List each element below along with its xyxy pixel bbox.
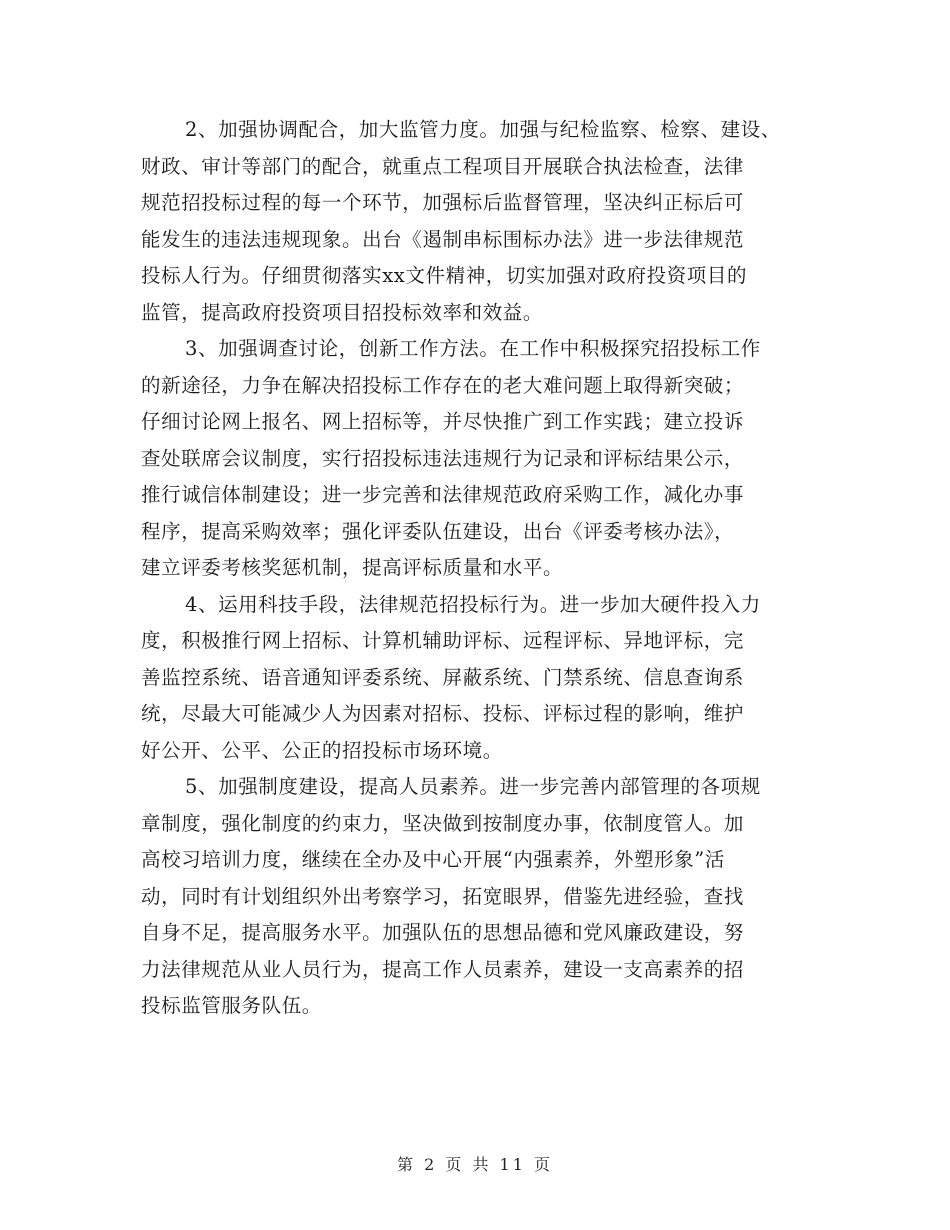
paragraph-line: 监管，提高政府投资项目招投标效率和效益。: [141, 300, 544, 324]
paragraph-line: 统，尽最大可能减少人为因素对招标、投标、评标过程的影响，维护: [141, 702, 745, 725]
paragraph-line: 善监控系统、语音通知评委系统、屏蔽系统、门禁系统、信息查询系: [141, 665, 745, 689]
paragraph-line: 章制度，强化制度的约束力，坚决做到按制度办事，依制度管人。加: [141, 811, 745, 835]
paragraph-line: 自身不足，提高服务水平。加强队伍的思想品德和党风廉政建设，努: [141, 921, 745, 944]
paragraph-line: 度，积极推行网上招标、计算机辅助评标、远程评标、异地评标，完: [141, 629, 745, 652]
paragraph-line: 高校习培训力度，继续在全办及中心开展“内强素养，外塑形象”活: [141, 848, 725, 871]
paragraph-line: 5、加强制度建设，提高人员素养。进一步完善内部管理的各项规: [185, 775, 761, 798]
paragraph-line: 推行诚信体制建设；进一步完善和法律规范政府采购工作，减化办事: [141, 483, 745, 506]
paragraph-line: 能发生的违法违规现象。出台《遏制串标围标办法》进一步法律规范: [141, 227, 745, 251]
paragraph-line: 财政、审计等部门的配合，就重点工程项目开展联合执法检查，法律: [141, 154, 745, 178]
document-body: [141, 112, 831, 1025]
paragraph-line: 仔细讨论网上报名、网上招标等，并尽快推广到工作实践；建立投诉: [141, 410, 745, 433]
paragraph-line: 3、加强调查讨论，创新工作方法。在工作中积极探究招投标工作: [185, 337, 761, 360]
paragraph-line: 程序，提高采购效率；强化评委队伍建设，出台《评委考核办法》，: [141, 519, 735, 543]
paragraph-line: 建立评委考核奖惩机制，提高评标质量和水平。: [141, 556, 564, 579]
paragraph-line: 动，同时有计划组织外出考察学习，拓宽眼界，借鉴先进经验，查找: [141, 884, 745, 908]
paragraph-line: 规范招投标过程的每一个环节，加强标后监督管理，坚决纠正标后可: [141, 191, 745, 214]
paragraph-line: 的新途径，力争在解决招投标工作存在的老大难问题上取得新突破；: [141, 373, 745, 397]
paragraph-line: 投标人行为。仔细贯彻落实xx文件精神，切实加强对政府投资项目的: [141, 264, 748, 287]
paragraph-line: 2、加强协调配合，加大监管力度。加强与纪检监察、检察、建设、: [185, 118, 781, 141]
page-number-footer: 第 2 页 共 11 页: [397, 1155, 553, 1174]
paragraph-line: 好公开、公平、公正的招投标市场环境。: [141, 738, 503, 762]
paragraph-line: 投标监管服务队伍。: [141, 994, 322, 1017]
paragraph-line: 力法律规范从业人员行为，提高工作人员素养，建设一支高素养的招: [141, 957, 745, 981]
paragraph-line: 4、运用科技手段，法律规范招投标行为。进一步加大硬件投入力: [185, 592, 761, 616]
paragraph-line: 查处联席会议制度，实行招投标违法违规行为记录和评标结果公示，: [141, 446, 745, 470]
